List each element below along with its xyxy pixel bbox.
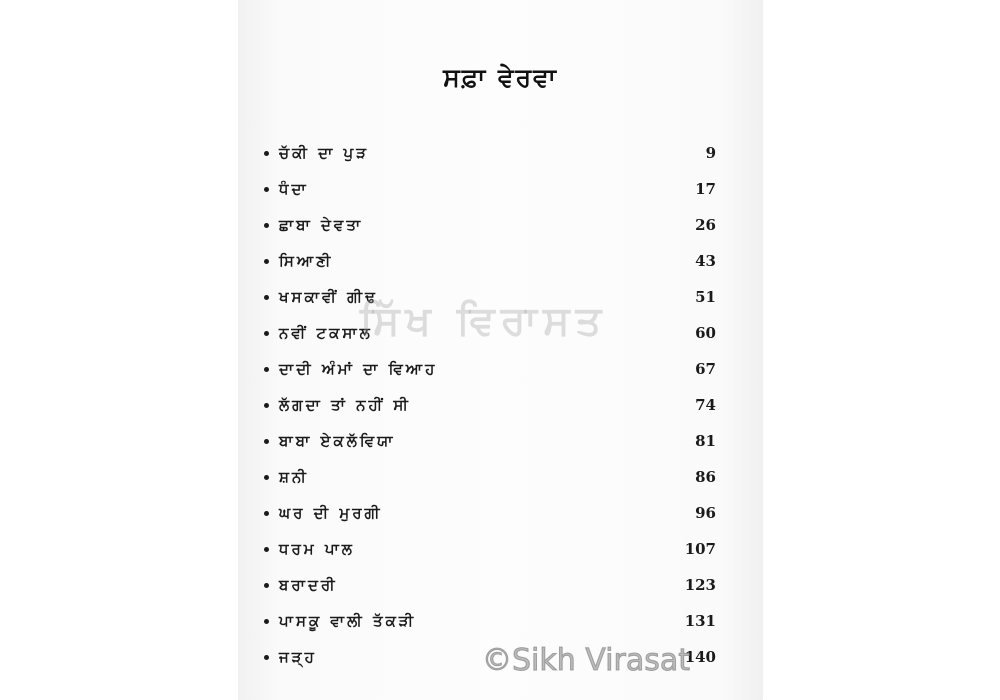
toc-page-number: 51	[695, 288, 716, 306]
toc-page-number: 107	[684, 540, 716, 558]
toc-title: ਬਾਬਾ ਏਕਲੱਵਿਯਾ	[279, 432, 396, 450]
toc-page-number: 140	[684, 648, 716, 666]
toc-title: ਛਾਬਾ ਦੇਵਤਾ	[279, 216, 364, 234]
bullet-icon	[264, 223, 269, 228]
toc-entry	[264, 639, 720, 675]
toc-entry	[264, 567, 720, 603]
bullet-icon	[264, 655, 269, 660]
toc-entry	[264, 531, 720, 567]
toc-entry	[264, 279, 720, 315]
toc-page-number: 96	[695, 504, 716, 522]
toc-entry	[264, 387, 720, 423]
bullet-icon	[264, 331, 269, 336]
toc-page-number: 131	[684, 612, 716, 630]
toc-title: ਸ਼ਨੀ	[279, 468, 309, 486]
bullet-icon	[264, 583, 269, 588]
bullet-icon	[264, 511, 269, 516]
toc-page-number: 123	[684, 576, 716, 594]
bullet-icon	[264, 259, 269, 264]
toc-entry	[264, 135, 720, 171]
toc-title: ਚੱਕੀ ਦਾ ਪੁੜ	[279, 144, 369, 162]
toc-page-number: 60	[695, 324, 716, 342]
toc-title: ਬਰਾਦਰੀ	[279, 576, 338, 594]
bullet-icon	[264, 475, 269, 480]
toc-title: ਧਰਮ ਪਾਲ	[279, 540, 355, 558]
bullet-icon	[264, 403, 269, 408]
toc-entry	[264, 423, 720, 459]
toc-page-number: 67	[695, 360, 716, 378]
bullet-icon	[264, 295, 269, 300]
table-of-contents	[264, 135, 720, 675]
toc-page-number: 74	[695, 396, 716, 414]
toc-entry	[264, 495, 720, 531]
toc-entry	[264, 603, 720, 639]
bullet-icon	[264, 367, 269, 372]
toc-entry	[264, 243, 720, 279]
toc-title: ਖਸਕਾਵੀਂ ਗੀਢ	[279, 288, 378, 306]
bullet-icon	[264, 547, 269, 552]
copyright-watermark: ©Sikh Virasat	[482, 643, 690, 678]
bullet-icon	[264, 439, 269, 444]
toc-entry	[264, 171, 720, 207]
toc-page-number: 86	[695, 468, 716, 486]
toc-page-number: 43	[695, 252, 716, 270]
toc-title: ਪਾਸਕੂ ਵਾਲੀ ਤੱਕੜੀ	[279, 612, 417, 630]
toc-entry	[264, 459, 720, 495]
toc-title: ਲੱਗਦਾ ਤਾਂ ਨਹੀਂ ਸੀ	[279, 396, 411, 414]
toc-title: ਸਿਆਣੀ	[279, 252, 334, 270]
bullet-icon	[264, 187, 269, 192]
toc-page-number: 81	[695, 432, 716, 450]
toc-title: ਧੰਦਾ	[279, 180, 309, 198]
toc-title: ਜੜ੍ਹ	[279, 648, 317, 666]
toc-entry	[264, 351, 720, 387]
toc-page-number: 17	[695, 180, 716, 198]
toc-entry	[264, 315, 720, 351]
toc-title: ਨਵੀਂ ਟਕਸਾਲ	[279, 324, 373, 342]
toc-title: ਘਰ ਦੀ ਮੁਰਗੀ	[279, 504, 383, 522]
page-title: ਸਫ਼ਾ ਵੇਰਵਾ	[443, 63, 558, 92]
toc-page-number: 26	[695, 216, 716, 234]
watermark: ਸਿੱਖ ਵਿਰਾਸਤ	[360, 298, 608, 344]
bullet-icon	[264, 619, 269, 624]
toc-page-number: 9	[705, 144, 716, 162]
toc-title: ਦਾਦੀ ਅੰਮਾਂ ਦਾ ਵਿਆਹ	[279, 360, 438, 378]
bullet-icon	[264, 151, 269, 156]
toc-entry	[264, 207, 720, 243]
